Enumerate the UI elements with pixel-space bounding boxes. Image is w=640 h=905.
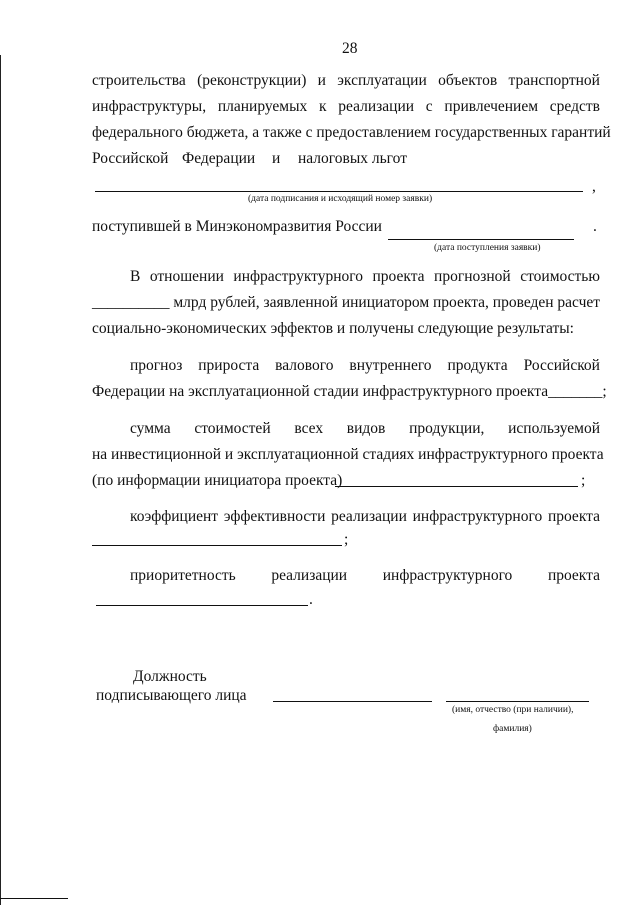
coef-end: ; — [344, 531, 349, 548]
paragraph-line-3: социально-экономических эффектов и получены следующие результаты: — [92, 320, 574, 337]
word: внутреннего — [349, 357, 432, 374]
word: прогноз — [130, 357, 183, 374]
received-text: поступившей в Минэкономразвития России — [92, 218, 382, 235]
word: продукта — [447, 357, 508, 374]
products-blank[interactable] — [335, 486, 578, 487]
word: прироста — [198, 357, 260, 374]
word: и — [317, 72, 326, 89]
word: (реконструкции) — [197, 72, 307, 89]
intro-line-2 — [92, 98, 600, 116]
word: сумма — [130, 420, 171, 437]
scan-bottom-line — [0, 898, 68, 899]
word: планируемых — [217, 98, 308, 115]
gdp-line-1 — [130, 357, 600, 375]
word: проекта — [547, 508, 600, 525]
priority-end: . — [309, 591, 313, 608]
products-line-3: (по информации инициатора проекта) — [92, 472, 343, 489]
word: инфраструктурного — [233, 268, 363, 285]
position-label-1: Должность — [133, 668, 207, 685]
full-name-caption-1: (имя, отчество (при наличии), — [452, 705, 574, 715]
paragraph-line-1 — [130, 268, 600, 286]
page-number: 28 — [342, 40, 358, 57]
word: стоимостей — [194, 420, 271, 437]
signing-date-caption: (дата подписания и исходящий номер заявки) — [248, 194, 433, 204]
word: прогнозной — [434, 268, 511, 285]
word: к — [319, 98, 327, 115]
word: с — [425, 98, 433, 115]
intro-line-1 — [92, 72, 600, 90]
gdp-line-2: Федерации на эксплуатационной стадии инфраструктурного проекта_______; — [92, 383, 607, 400]
signature-blank[interactable] — [273, 701, 432, 702]
intro-line-3: федерального бюджета, а также с предоставлением государственных гарантий — [92, 124, 611, 141]
word: коэффициент — [130, 508, 219, 525]
paragraph-line-2-text: млрд рублей, заявленной инициатором проекта, проведен расчет — [169, 294, 601, 311]
word: эффективности — [223, 508, 326, 525]
word: транспортной — [508, 72, 600, 89]
signing-date-comma: , — [592, 178, 596, 195]
word: реализации — [331, 508, 407, 525]
word: инфраструктуры, — [92, 98, 207, 115]
word: привлечением — [444, 98, 539, 115]
word: отношении — [149, 268, 224, 285]
word: проекта — [372, 268, 425, 285]
products-end: ; — [581, 472, 586, 489]
word: реализации — [338, 98, 415, 115]
word: строительства — [92, 72, 186, 89]
word: эксплуатации — [337, 72, 427, 89]
scan-edge-line — [0, 55, 1, 905]
priority-line-1 — [130, 567, 600, 585]
full-name-blank[interactable] — [446, 701, 589, 702]
intro-line-4a: Российской — [92, 150, 169, 167]
received-period: . — [593, 218, 597, 235]
word: проекта — [547, 567, 600, 584]
intro-line-4d: налоговых льгот — [298, 150, 407, 167]
word: инфраструктурного — [382, 567, 513, 584]
priority-blank[interactable] — [96, 605, 308, 606]
products-line-2: на инвестиционной и эксплуатационной стадиях инфраструктурного проекта — [92, 446, 604, 463]
word: средств — [549, 98, 600, 115]
word: стоимостью — [520, 268, 600, 285]
word: реализации — [271, 567, 348, 584]
word: приоритетность — [130, 567, 236, 584]
position-label-2: подписывающего лица — [96, 687, 247, 704]
products-line-1 — [130, 420, 600, 438]
word: видов — [346, 420, 386, 437]
word: продукции, — [409, 420, 485, 437]
word: валового — [275, 357, 334, 374]
full-name-caption-2: фамилия) — [493, 724, 532, 734]
coef-blank[interactable] — [92, 545, 342, 546]
word: В — [130, 268, 141, 285]
word: всех — [294, 420, 324, 437]
signing-date-blank[interactable] — [95, 191, 583, 192]
word: Российской — [523, 357, 600, 374]
received-date-caption: (дата поступления заявки) — [434, 243, 541, 253]
coef-line-1 — [130, 508, 600, 526]
cost-blank[interactable]: __________ — [92, 294, 170, 311]
word: инфраструктурного — [412, 508, 543, 525]
intro-line-4c: и — [272, 150, 281, 167]
paragraph-line-2 — [92, 294, 600, 312]
intro-line-4b: Федерации — [182, 150, 256, 167]
word: объектов — [438, 72, 498, 89]
received-date-blank[interactable] — [388, 239, 574, 240]
word: используемой — [508, 420, 600, 437]
